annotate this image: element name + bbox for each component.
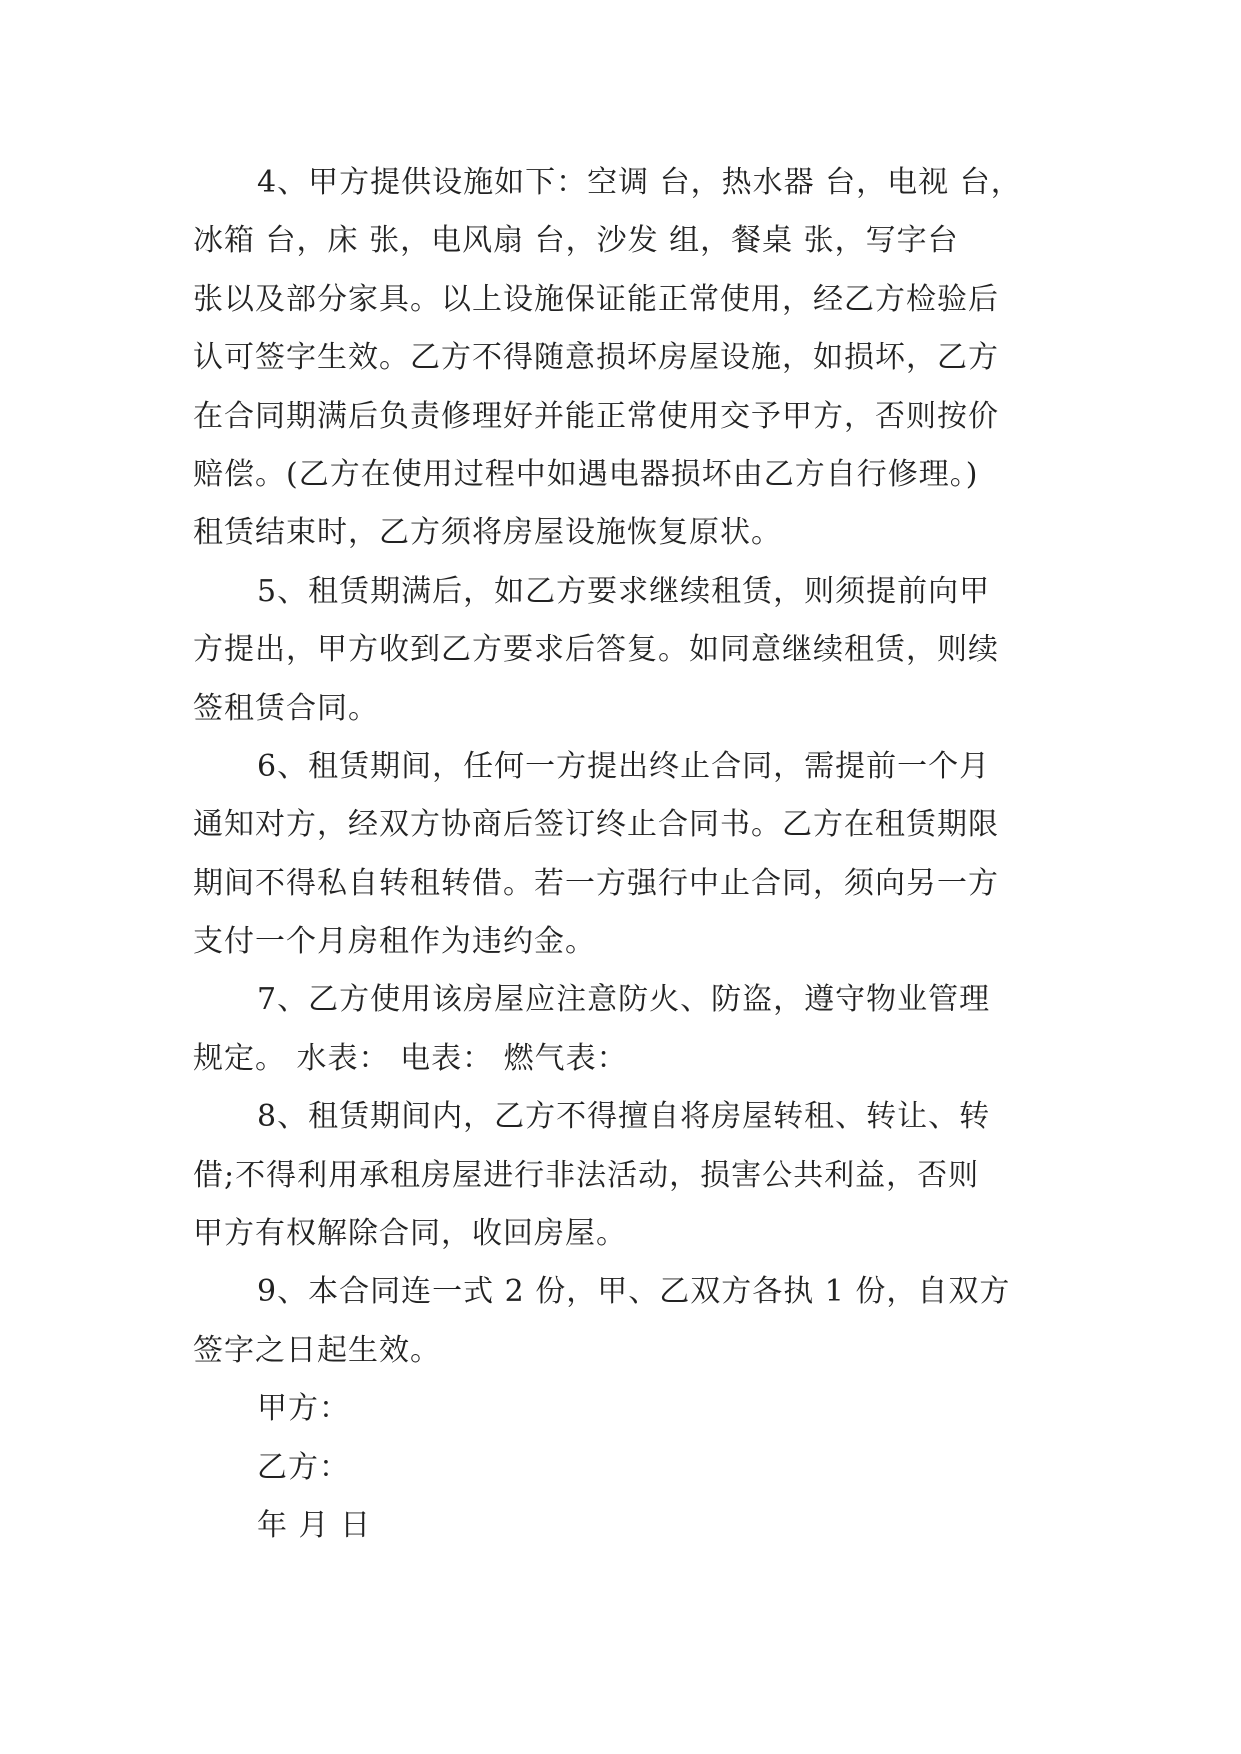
text-line: 通知对方，经双方协商后签订终止合同书。乙方在租赁期限	[193, 807, 999, 843]
text-line: 9、本合同连一式 2 份，甲、乙双方各执 1 份，自双方	[257, 1274, 1011, 1310]
text-line: 7、乙方使用该房屋应注意防火、防盗，遵守物业管理	[257, 982, 991, 1018]
text-line: 期间不得私自转租转借。若一方强行中止合同，须向另一方	[193, 865, 999, 901]
text-line: 认可签字生效。乙方不得随意损坏房屋设施，如损坏，乙方	[193, 340, 999, 376]
text-line: 支付一个月房租作为违约金。	[193, 924, 596, 960]
text-line: 甲方：	[257, 1391, 350, 1427]
text-line: 在合同期满后负责修理好并能正常使用交予甲方，否则按价	[193, 398, 999, 434]
text-line: 租赁结束时，乙方须将房屋设施恢复原状。	[193, 515, 782, 551]
text-line: 4、甲方提供设施如下：空调 台，热水器 台，电视 台，	[257, 165, 1022, 200]
text-line: 赔偿。(乙方在使用过程中如遇电器损坏由乙方自行修理。)	[193, 456, 979, 492]
text-line: 冰箱 台，床 张，电风扇 台，沙发 组，餐桌 张，写字台	[193, 223, 959, 259]
text-line: 张以及部分家具。以上设施保证能正常使用，经乙方检验后	[193, 281, 999, 317]
text-line: 8、租赁期间内，乙方不得擅自将房屋转租、转让、转	[257, 1099, 991, 1135]
text-line: 年 月 日	[257, 1507, 372, 1543]
text-line: 甲方有权解除合同，收回房屋。	[193, 1216, 627, 1252]
text-line: 方提出，甲方收到乙方要求后答复。如同意继续租赁，则续	[193, 632, 999, 668]
text-line: 6、租赁期间，任何一方提出终止合同，需提前一个月	[257, 748, 991, 784]
text-line: 5、租赁期满后，如乙方要求继续租赁，则须提前向甲	[257, 573, 991, 609]
contract-body	[193, 154, 1053, 1555]
text-line: 借;不得利用承租房屋进行非法活动，损害公共利益，否则	[193, 1157, 980, 1193]
text-line: 签租赁合同。	[193, 690, 379, 726]
text-line: 乙方：	[257, 1449, 350, 1485]
text-line: 签字之日起生效。	[193, 1332, 441, 1368]
text-line: 规定。 水表： 电表： 燃气表：	[193, 1040, 628, 1076]
